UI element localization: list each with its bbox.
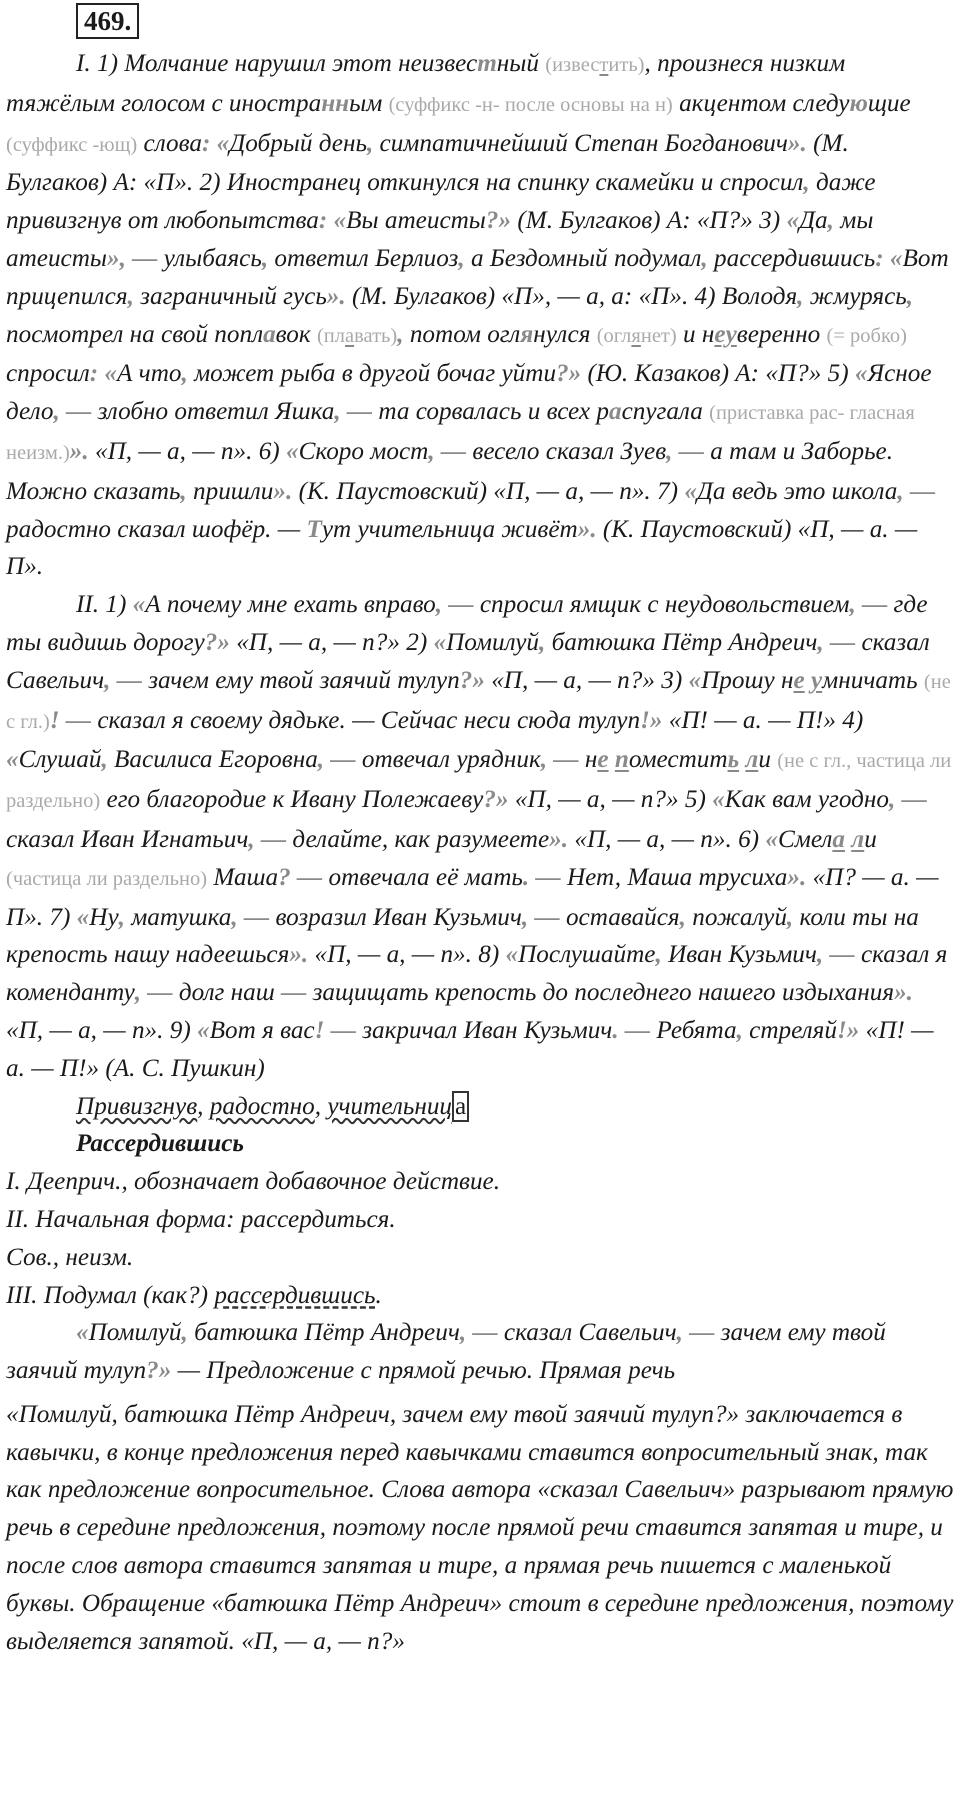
grammar-note: (оглянет): [596, 324, 677, 347]
morph-word-2: радостно: [209, 1092, 315, 1120]
exercise-number: 469.: [76, 3, 139, 39]
section-2-paragraph: II. 1) «А почему мне ехать вправо, — спросил ямщик с неудовольствием, — где ты видишь дорогу?» «П, — а, — п?» 2) «Помилуй, батюшка Пётр Андреич, — сказал Савельич, — зачем ему твой заячий тулуп?» «П, — а, — п?» 3) «Прошу не умничать (не с гл.)! — сказал я своему дядьке. — Сейчас неси сюда тулуп!» «П! — а. — П!» 4) «Слушай, Василиса Егоровна, — отвечал урядник, — не поместить ли (не с гл., частица ли раздельно) его благородие к Ивану Полежаеву?» «П, — а, — п?» 5) «Как вам угодно, — сказал Иван Игнатьич, — делайте, как разумеете». «П, — а, — п». 6) «Смела ли (частица ли раздельно) Маша? — отвечала её мать. — Нет, Маша трусиха». «П? — а. — П». 7) «Ну, матушка, — возразил Иван Кузьмич, — оставайся, пожалуй, коли ты на крепость нашу надеешься». «П, — а, — п». 8) «Послушайте, Иван Кузьмич, — сказал я коменданту, — долг наш — защищать крепость до последнего нашего издыхания». «П, — а, — п». 9) «Вот я вас! — закричал Иван Кузьмич. — Ребята, стреляй!» «П! — а. — П!» (А. С. Пушкин): [6, 591, 952, 1082]
parse-title: Рассердившись: [76, 1130, 244, 1158]
ending-box: а: [452, 1091, 469, 1122]
grammar-note: (не с гл.): [6, 670, 951, 733]
grammar-note: (частица ли раздельно): [6, 867, 208, 890]
grammar-note: (плавать): [316, 324, 398, 347]
parse-line-4: III. Подумал (как?) рассердившись.: [6, 1281, 382, 1309]
morph-word-3: учительниц: [327, 1092, 453, 1120]
grammar-note: (приставка рас- гласная неизм.): [6, 402, 915, 464]
grammar-note: (не с гл., частица ли раздельно): [6, 750, 952, 813]
analysis-sentence: «Помилуй, батюшка Пётр Андреич, — сказал Савельич, — зачем ему твой заячий тулуп?» — Предложение с прямой речью. Прямая речь: [6, 1319, 886, 1385]
grammar-note: (суффикс -н- после основы на н): [388, 93, 673, 116]
grammar-note: (суффикс -ющ): [6, 133, 138, 156]
morph-word-1: Привизгнув: [76, 1092, 198, 1120]
parse-line-1: I. Дееприч., обозначает добавочное действие.: [6, 1168, 501, 1196]
word-parts-line: Привизгнув, радостно, учительниц а: [6, 1088, 956, 1126]
section-1-paragraph: I. 1) Молчание нарушил этот неизвестный (известить), произнеся низким тяжёлым голосом с иностранным (суффикс -н- после основы на н) акцентом следующие (суффикс -ющ) слова: «Добрый день, симпатичнейший Степан Богданович». (М. Булгаков) А: «П». 2) Иностранец откинулся на спинку скамейки и спросил, даже привизгнув от любопытства: «Вы атеисты?» (М. Булгаков) А: «П?» 3) «Да, мы атеисты», — улыбаясь, ответил Берлиоз, а Бездомный подумал, рассердившись: «Вот прицепился, заграничный гусь». (М. Булгаков) «П», — а, а: «П». 4) Володя, жмурясь, посмотрел на свой поплавок (плавать), потом оглянулся (оглянет) и неуверенно (= робко) спросил: «А что, может рыба в другой бочаг уйти?» (Ю. Казаков) А: «П?» 5) «Ясное дело, — злобно ответил Яшка, — та сорвалась и всех распугала (приставка рас- гласная неизм.)». «П, — а, — п». 6) «Скоро мост, — весело сказал Зуев, — а там и Заборье. Можно сказать, пришли». (К. Паустовский) «П, — а, — п». 7) «Да ведь это школа, — радостно сказал шофёр. — Тут учительница живёт». (К. Паустовский) «П, — а. — П».: [6, 50, 949, 581]
analysis-explanation: «Помилуй, батюшка Пётр Андреич, зачем ему твой заячий тулуп?» заключается в кавычки, в конце предложения перед кавычками ставится вопросительный знак, так как предложение вопросительное. Слова автора «сказал Савельич» разрывают прямую речь в середине предложения, поэтому после прямой речи ставится запятая и тире, и после слов автора ставится запятая и тире, а прямая речь пишется с маленькой буквы. Обращение «батюшка Пётр Андреич» стоит в середине предложения, поэтому выделяется запятой. «П, — а, — п?»: [6, 1400, 954, 1655]
grammar-note: (известить): [545, 54, 645, 76]
grammar-note: (= робко): [826, 324, 907, 347]
parse-line-3: Сов., неизм.: [6, 1243, 134, 1271]
parse-line-2: II. Начальная форма: рассердиться.: [6, 1205, 396, 1233]
exercise-text: [6, 45, 956, 1660]
